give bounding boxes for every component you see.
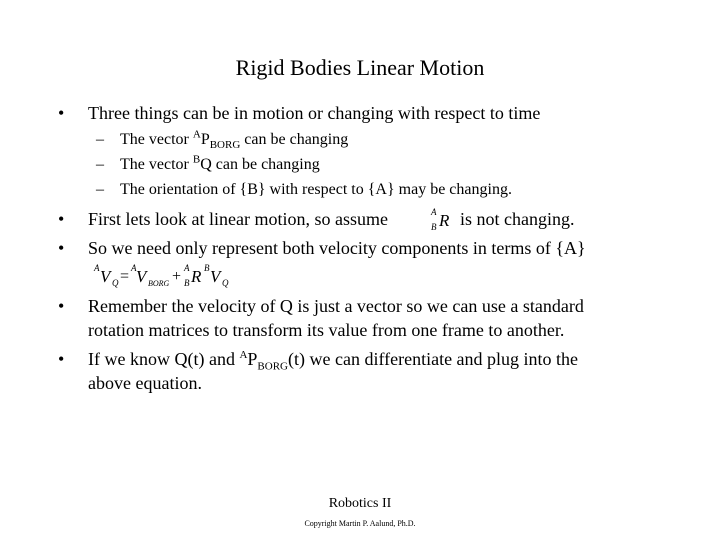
sub-2-main: Q [200, 156, 212, 173]
sub-bullet-3 [96, 180, 512, 200]
sub-bullet-2 [96, 155, 320, 175]
dash-icon: – [96, 131, 104, 148]
b5-post: (t) we can differentiate and plug into the [287, 349, 579, 369]
eq-t3-main: V [210, 267, 221, 286]
sub-1-sup: A [192, 128, 201, 141]
bullet-2-text-post: is not changing. [460, 209, 575, 229]
b5-pre: If we know Q(t) and [88, 349, 240, 369]
bullet-4-line1: Remember the velocity of Q is just a vector so we can use a standard [88, 296, 584, 316]
matrix-sub: B [431, 222, 437, 232]
sub-1-text: The vector [120, 131, 193, 148]
eq-t1-sub: BORG [148, 279, 170, 288]
sub-2-sup: B [192, 153, 201, 166]
bullet-5-line2: above equation. [88, 373, 202, 393]
slide-title: Rigid Bodies Linear Motion [235, 55, 485, 80]
eq-lhs-sup: A [94, 263, 100, 273]
sub-1-post: can be changing [240, 131, 349, 148]
sub-bullet-1 [96, 130, 348, 150]
bullet-1-text: Three things can be in motion or changing with respect to time [88, 103, 541, 123]
b5-sub: BORG [257, 360, 288, 373]
sub-2-text: The vector [120, 156, 193, 173]
b5-main: P [247, 349, 258, 369]
matrix-sup: A [431, 207, 437, 217]
bullet-5-line1 [88, 347, 578, 371]
bullet-dot-icon: • [58, 349, 65, 369]
dash-icon: – [96, 156, 104, 173]
sub-1-main: P [200, 131, 210, 148]
bullet-2-text: First lets look at linear motion, so assume [88, 209, 388, 229]
eq-t2-sup: A [184, 263, 190, 273]
matrix-main: R [439, 211, 450, 230]
dash-icon: – [96, 181, 104, 198]
eq-lhs-main: V [100, 267, 111, 286]
sub-1-sub: BORG [209, 139, 241, 152]
velocity-equation [88, 262, 258, 290]
bullet-dot-icon: • [58, 238, 65, 258]
bullet-dot-icon: • [58, 209, 65, 229]
eq-plus: + [172, 268, 182, 285]
sub-3-text: The orientation of {B} with respect to {A} may be changing. [120, 181, 512, 198]
eq-t3-sup: B [204, 263, 210, 273]
rotation-matrix-symbol [423, 206, 459, 234]
bullet-3-text: So we need only represent both velocity components in terms of {A} [88, 238, 586, 258]
bullet-dot-icon: • [58, 296, 65, 316]
bullet-4-line2: rotation matrices to transform its value from one frame to another. [88, 320, 565, 340]
eq-t3-sub: Q [222, 278, 229, 288]
eq-t1-main: V [136, 267, 147, 286]
sub-2-post: can be changing [211, 156, 320, 173]
b5-sup: A [239, 349, 248, 361]
eq-t2-main: R [191, 267, 202, 286]
footer-title: Robotics II [328, 496, 392, 511]
eq-t1-sup: A [131, 263, 137, 273]
copyright-text: Copyright Martin P. Aalund, Ph.D. [304, 519, 416, 528]
bullet-dot-icon: • [58, 103, 65, 123]
eq-equals: = [120, 268, 130, 285]
eq-t2-sub: B [184, 278, 190, 288]
eq-lhs-sub: Q [112, 278, 119, 288]
